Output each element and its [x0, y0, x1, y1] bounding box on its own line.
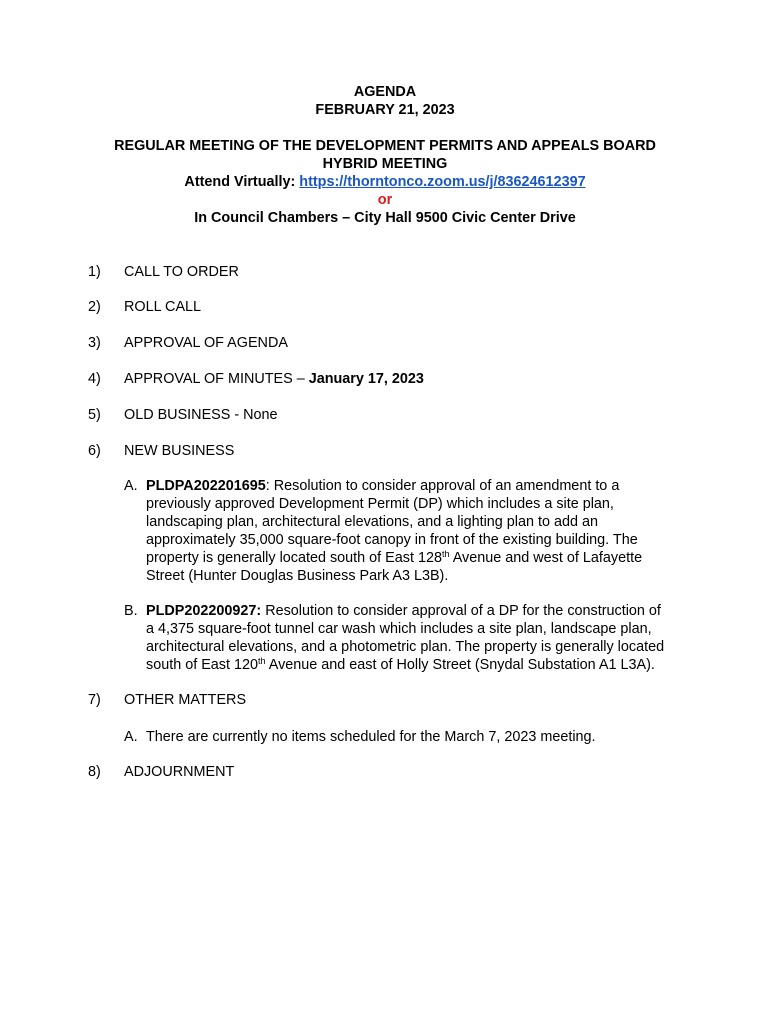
item-number: 1)	[88, 264, 101, 280]
or-text: or	[377, 192, 393, 208]
agenda-item-approval-of-agenda	[88, 334, 288, 352]
item-label: ROLL CALL	[124, 299, 202, 315]
agenda-header	[0, 83, 770, 227]
agenda-date: FEBRUARY 21, 2023	[315, 102, 455, 118]
meeting-type: HYBRID MEETING	[322, 156, 448, 172]
agenda-item-old-business	[88, 406, 278, 424]
other-matters-item-a: A. There are currently no items scheduled for the March 7, 2023 meeting.	[124, 729, 596, 745]
item-number: 3)	[88, 335, 101, 351]
item-number: 2)	[88, 299, 101, 315]
agenda-item-roll-call	[88, 298, 201, 316]
item-label: CALL TO ORDER	[124, 264, 239, 280]
item-number: 5)	[88, 407, 101, 423]
item-label: APPROVAL OF AGENDA	[124, 335, 288, 351]
item-number: 4)	[88, 371, 101, 387]
sub-item-letter: A.	[124, 729, 138, 745]
item-number: 6)	[88, 443, 101, 459]
agenda-item-call-to-order	[88, 263, 239, 281]
case-number: PLDPA202201695	[146, 478, 266, 494]
item-number: 7)	[88, 692, 101, 708]
case-number: PLDP202200927:	[146, 603, 262, 619]
item-label: APPROVAL OF MINUTES –	[124, 371, 309, 387]
zoom-link[interactable]: https://thorntonco.zoom.us/j/83624612397	[299, 174, 586, 190]
meeting-name: REGULAR MEETING OF THE DEVELOPMENT PERMITS AND APPEALS BOARD	[114, 138, 656, 154]
agenda-item-approval-of-minutes	[88, 370, 424, 388]
sub-item-letter: A.	[124, 478, 138, 494]
new-business-item-a: A. PLDPA202201695: Resolution to consider approval of an amendment to a previously approved Development Permit (DP) which includes a site plan, landscaping plan, architectural elevations, and a lighting plan to add an approximately 35,000 square-foot canopy in front of the existing building. The property is generally located south of East 128th Avenue and west of Lafayette Street (Hunter Douglas Business Park A3 L3B).	[124, 478, 643, 584]
item-number: 8)	[88, 764, 101, 780]
agenda-item-other-matters	[88, 691, 246, 709]
item-label: ADJOURNMENT	[124, 764, 235, 780]
attend-virtually-line	[0, 173, 770, 191]
item-label: OLD BUSINESS - None	[124, 407, 278, 423]
attend-label: Attend Virtually:	[184, 174, 296, 190]
sub-item-letter: B.	[124, 603, 138, 619]
agenda-item-new-business	[88, 442, 234, 460]
item-label: OTHER MATTERS	[124, 692, 247, 708]
agenda-item-adjournment	[88, 763, 234, 781]
chambers-location: In Council Chambers – City Hall 9500 Civic Center Drive	[194, 210, 576, 226]
item-label: NEW BUSINESS	[124, 443, 235, 459]
agenda-title: AGENDA	[353, 84, 417, 100]
minutes-date: January 17, 2023	[308, 371, 424, 387]
new-business-item-b: B. PLDP202200927: Resolution to consider approval of a DP for the construction of a 4,375 square-foot tunnel car wash which includes a site plan, landscape plan, architectural elevations, and a photometric plan. The property is generally located south of East 120th Avenue and east of Holly Street (Snydal Substation A1 L3A).	[124, 603, 665, 673]
